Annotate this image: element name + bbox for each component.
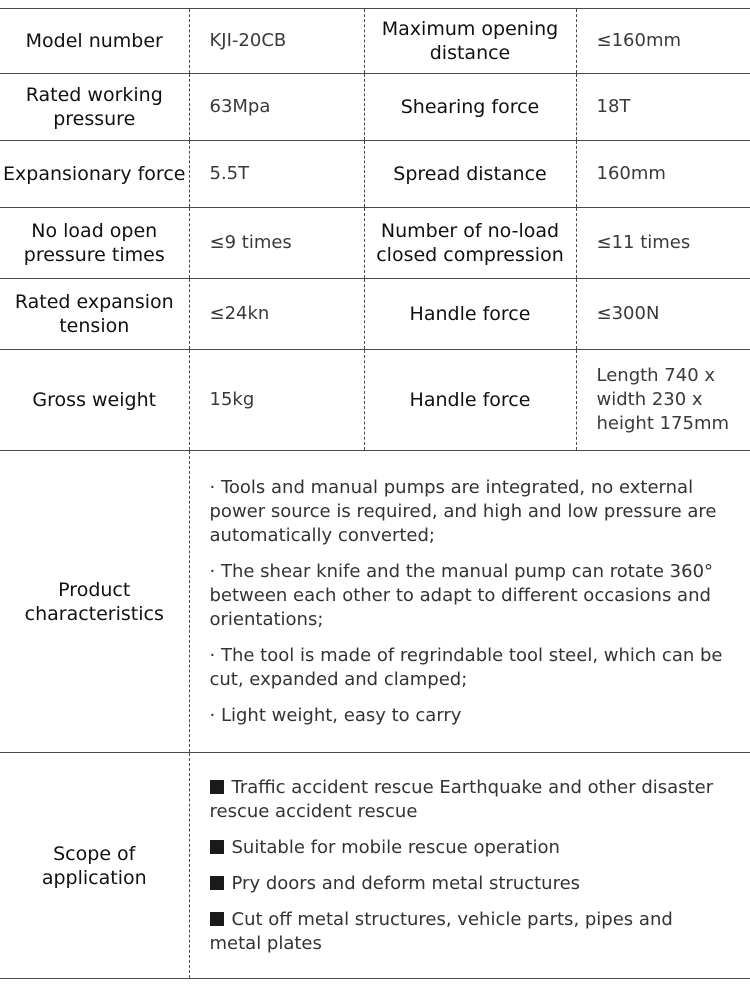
spec-row (0, 350, 750, 451)
spec-label: Expansionary force (0, 141, 189, 208)
square-bullet-icon (210, 876, 224, 890)
spec-row (0, 208, 750, 279)
characteristic-item (210, 704, 731, 728)
application-text: Traffic accident rescue Earthquake and other disaster rescue accident rescue (209, 776, 714, 822)
spec-label: No load open pressure times (0, 208, 189, 279)
spec-label: Handle force (364, 279, 576, 350)
bullet-dot: · (209, 560, 216, 582)
application-text: Pry doors and deform metal structures (231, 872, 581, 894)
characteristic-text: The shear knife and the manual pump can rotate 360° between each other to adapt to different occasions and orientations; (209, 560, 714, 630)
spec-row (0, 9, 750, 74)
spec-label: Rated working pressure (0, 74, 189, 141)
square-bullet-icon (210, 840, 224, 854)
application-item (210, 908, 731, 956)
spec-label: Number of no-load closed compression (364, 208, 576, 279)
spec-value: ≤300N (576, 279, 750, 350)
characteristic-item (210, 560, 731, 632)
spec-row (0, 279, 750, 350)
application-item (210, 776, 731, 824)
spec-value-dimensions: Length 740 x width 230 x height 175mm (576, 350, 750, 451)
characteristics-list (210, 454, 731, 750)
application-content (189, 753, 750, 979)
characteristic-text: The tool is made of regrindable tool steel, which can be cut, expanded and clamped; (209, 644, 723, 690)
spec-value: 18T (576, 74, 750, 141)
spec-value: 63Mpa (189, 74, 364, 141)
application-text: Cut off metal structures, vehicle parts, pipes and metal plates (209, 908, 673, 954)
spec-label: Rated expansion tension (0, 279, 189, 350)
application-label: Scope of application (0, 753, 189, 979)
spec-value: 15kg (189, 350, 364, 451)
application-item (210, 836, 731, 860)
spec-value: 5.5T (189, 141, 364, 208)
specification-table (0, 8, 750, 979)
bullet-dot: · (209, 644, 216, 666)
application-row (0, 753, 750, 979)
spec-label: Model number (0, 9, 189, 74)
characteristics-row (0, 451, 750, 753)
spec-value: ≤9 times (189, 208, 364, 279)
bullet-dot: · (209, 476, 216, 498)
spec-value: ≤11 times (576, 208, 750, 279)
characteristic-item (210, 644, 731, 692)
characteristic-text: Tools and manual pumps are integrated, no external power source is required, and high and low pressure are automatically converted; (209, 476, 717, 546)
spec-label: Gross weight (0, 350, 189, 451)
application-item (210, 872, 731, 896)
characteristics-content (189, 451, 750, 753)
spec-label: Handle force (364, 350, 576, 451)
square-bullet-icon (210, 780, 224, 794)
spec-value: ≤160mm (576, 9, 750, 74)
bullet-dot: · (209, 704, 216, 726)
characteristic-item (210, 476, 731, 548)
square-bullet-icon (210, 912, 224, 926)
spec-label: Maximum opening distance (364, 9, 576, 74)
application-list (210, 754, 731, 978)
spec-label: Spread distance (364, 141, 576, 208)
characteristics-label: Product characteristics (0, 451, 189, 753)
spec-value: KJI-20CB (189, 9, 364, 74)
spec-value: 160mm (576, 141, 750, 208)
spec-row (0, 74, 750, 141)
spec-label: Shearing force (364, 74, 576, 141)
spec-value: ≤24kn (189, 279, 364, 350)
spec-row (0, 141, 750, 208)
characteristic-text: Light weight, easy to carry (220, 704, 462, 726)
application-text: Suitable for mobile rescue operation (231, 836, 560, 858)
